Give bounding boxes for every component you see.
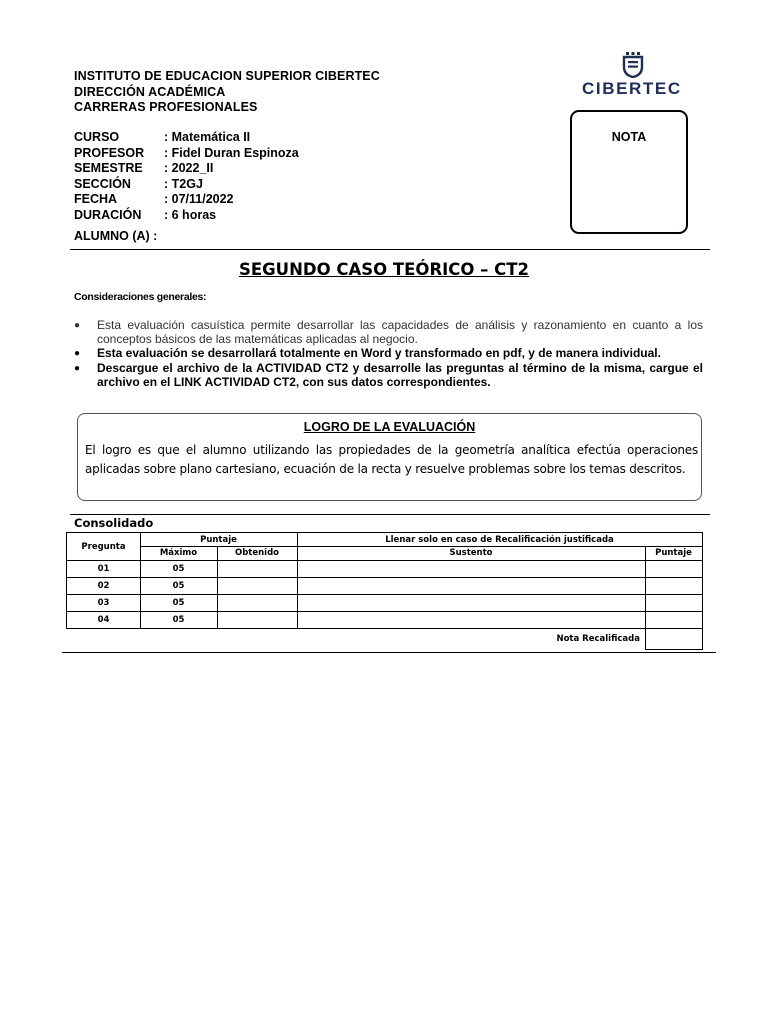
bullet-icon: ● bbox=[74, 348, 81, 359]
logro-title bbox=[78, 420, 701, 434]
cell-obtenido[interactable] bbox=[217, 560, 298, 578]
nota-label: NOTA bbox=[611, 130, 647, 144]
info-value: : T2GJ bbox=[164, 176, 203, 191]
header-sustento: Sustento bbox=[297, 546, 646, 561]
cell-maximo: 05 bbox=[140, 611, 218, 629]
info-key: CURSO bbox=[74, 130, 120, 144]
cell-pregunta: 03 bbox=[66, 594, 141, 612]
info-value: : Matemática II bbox=[164, 130, 251, 144]
cell-maximo: 05 bbox=[140, 560, 218, 578]
header-pregunta: Pregunta bbox=[66, 532, 141, 561]
nota-recalificada-cell[interactable] bbox=[645, 628, 703, 650]
divider bbox=[62, 652, 716, 653]
info-key: FECHA bbox=[74, 192, 118, 206]
crest-icon bbox=[619, 50, 647, 78]
cell-puntaje[interactable] bbox=[645, 611, 703, 629]
bullet-icon: ● bbox=[74, 320, 81, 331]
bullet-text: Descargue el archivo de la ACTIVIDAD CT2 y desarrolle las preguntas al término de la misma, cargue el archivo en el LINK ACTIVIDAD CT2, con sus datos correspondientes. bbox=[97, 361, 703, 389]
cell-obtenido[interactable] bbox=[217, 594, 298, 612]
cibertec-logo bbox=[578, 50, 688, 102]
alumno-label: ALUMNO (A) : bbox=[74, 229, 158, 243]
info-row-seccion bbox=[74, 177, 299, 193]
cell-maximo: 05 bbox=[140, 577, 218, 595]
logro-box bbox=[77, 413, 702, 501]
info-value: : 6 horas bbox=[164, 207, 217, 222]
info-value: : Fidel Duran Espinoza bbox=[164, 145, 299, 160]
department-name: DIRECCIÓN ACADÉMICA bbox=[74, 84, 226, 99]
header-obtenido: Obtenido bbox=[217, 546, 298, 561]
header-maximo: Máximo bbox=[140, 546, 218, 561]
bullet-text: Esta evaluación casuística permite desarrollar las capacidades de análisis y razonamiento en cuanto a los conceptos básicos de las matemáticas aplicadas al negocio. bbox=[97, 318, 703, 346]
info-key: DURACIÓN bbox=[74, 207, 142, 222]
cell-puntaje[interactable] bbox=[645, 577, 703, 595]
cell-puntaje[interactable] bbox=[645, 560, 703, 578]
info-row-fecha bbox=[74, 192, 299, 208]
bullet-text: Esta evaluación se desarrollará totalmente en Word y transformado en pdf, y de manera individual. bbox=[97, 346, 661, 360]
cell-pregunta: 02 bbox=[66, 577, 141, 595]
info-key: SEMESTRE bbox=[74, 161, 143, 175]
nota-recalificada-label: Nota Recalificada bbox=[556, 634, 640, 644]
header-puntaje: Puntaje bbox=[140, 532, 298, 547]
info-row-curso bbox=[74, 130, 299, 146]
divider bbox=[70, 249, 710, 250]
info-value: : 2022_II bbox=[164, 161, 214, 175]
cell-sustento[interactable] bbox=[297, 611, 646, 629]
cell-sustento[interactable] bbox=[297, 560, 646, 578]
cell-pregunta: 04 bbox=[66, 611, 141, 629]
course-info bbox=[74, 130, 299, 223]
institution-header bbox=[74, 69, 380, 116]
info-row-semestre bbox=[74, 161, 299, 177]
info-key: PROFESOR bbox=[74, 145, 145, 160]
nota-box bbox=[570, 110, 688, 234]
cell-obtenido[interactable] bbox=[217, 577, 298, 595]
considerations-heading: Consideraciones generales: bbox=[74, 291, 207, 303]
logo-wordmark: CIBERTEC bbox=[582, 79, 682, 98]
page-title bbox=[0, 260, 768, 279]
cell-puntaje[interactable] bbox=[645, 594, 703, 612]
divider bbox=[70, 514, 710, 515]
header-puntaje-recal: Puntaje bbox=[645, 546, 703, 561]
cell-sustento[interactable] bbox=[297, 577, 646, 595]
header-recalificacion: Llenar solo en caso de Recalificación justificada bbox=[297, 532, 703, 547]
logro-title-text: LOGRO DE LA EVALUACIÓN bbox=[303, 420, 476, 434]
info-row-duracion bbox=[74, 208, 299, 224]
info-value: : 07/11/2022 bbox=[164, 192, 234, 206]
cell-pregunta: 01 bbox=[66, 560, 141, 578]
info-key: SECCIÓN bbox=[74, 176, 131, 191]
program-name: CARRERAS PROFESIONALES bbox=[74, 100, 258, 114]
page-title-text: SEGUNDO CASO TEÓRICO – CT2 bbox=[238, 260, 530, 279]
cell-sustento[interactable] bbox=[297, 594, 646, 612]
logro-body: El logro es que el alumno utilizando las propiedades de la geometría analítica efectúa operaciones aplicadas sobre plano cartesiano, ecuación de la recta y resuelve problemas sobre los temas descritos. bbox=[85, 443, 698, 476]
cell-maximo: 05 bbox=[140, 594, 218, 612]
institution-name: INSTITUTO DE EDUCACION SUPERIOR CIBERTEC bbox=[74, 69, 380, 83]
consolidado-label: Consolidado bbox=[74, 516, 154, 530]
cell-obtenido[interactable] bbox=[217, 611, 298, 629]
bullet-icon: ● bbox=[74, 363, 81, 374]
info-row-profesor bbox=[74, 146, 299, 162]
